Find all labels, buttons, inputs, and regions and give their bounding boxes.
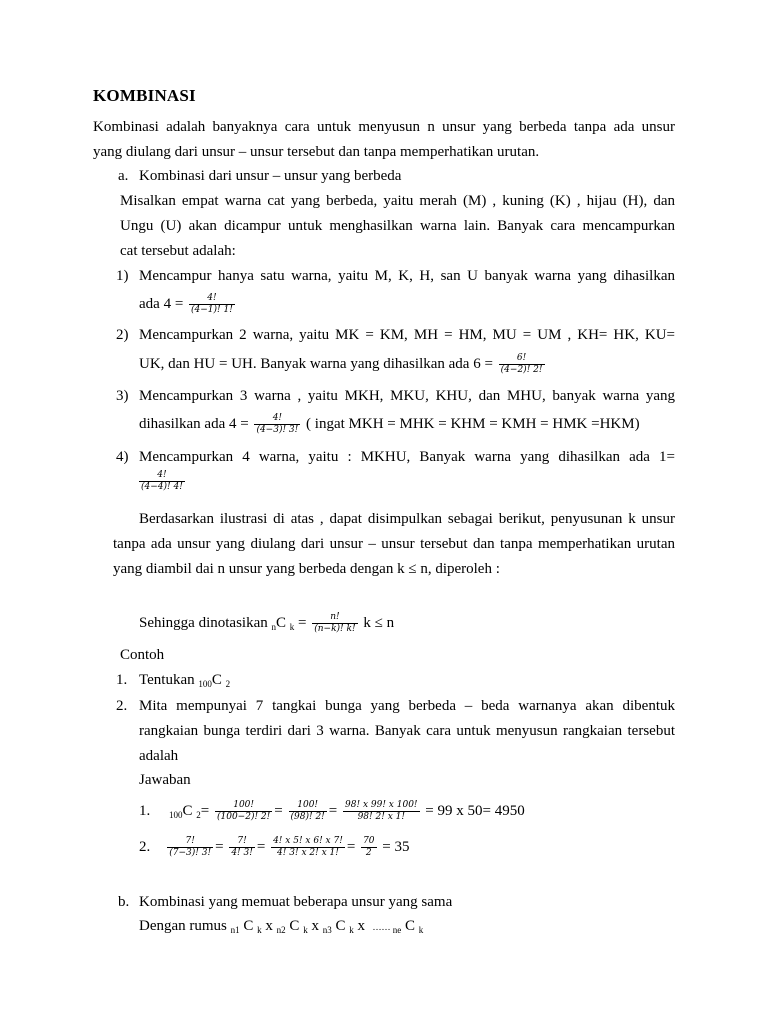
answer-1-f2-denominator: (98)! 2! — [290, 812, 325, 822]
formula-c-2: C — [289, 918, 300, 934]
answer-2: 2. $\frac{7!}{(7-3)! 3!}$ = $\frac{7!}{4! 3!}$ = $\frac{4! x 5! x 6! x 7!}{4! 3! x 2! x 1!}$ = $\frac{70}{2}$ = 35 — [139, 836, 410, 858]
item-3-number: 3) — [116, 388, 129, 404]
answer-2-number: 2. — [139, 838, 151, 855]
formula-c-3: C — [335, 918, 346, 934]
intro-line-1: Kombinasi adalah banyaknya cara untuk menyusun n unsur yang berbeda tanpa ada unsur — [93, 119, 675, 135]
item-3-line-2-text: dihasilkan ada 4 = — [139, 415, 249, 432]
item-1-number: 1) — [116, 268, 129, 284]
item-2-line-1: Mencampurkan 2 warna, yaitu MK = KM, MH = HM, MU = UM , KH= HK, KU= — [139, 327, 675, 343]
example-2-line-1: Mita mempunyai 7 tangkai bunga yang berbeda – beda warnanya akan dibentuk — [139, 698, 675, 714]
section-b-formula — [139, 917, 423, 936]
notation-sub-k: k — [289, 621, 295, 632]
answer-2-f4-numerator: 70 — [363, 836, 375, 846]
formula-sub-n3: n3 — [322, 925, 332, 935]
notation-sub-n: n — [271, 621, 276, 632]
answer-1-sub-100: 100 — [169, 809, 183, 820]
example-1-number: 1. — [116, 672, 128, 688]
section-b-marker: b. — [118, 894, 130, 910]
item-1-fraction — [189, 293, 235, 316]
answer-2-result: = 35 — [382, 838, 410, 855]
notation-condition: k ≤ n — [363, 614, 395, 631]
item-4-fraction — [139, 470, 185, 493]
answer-1-c: C — [182, 802, 193, 819]
formula-sub-k1: k — [257, 925, 262, 935]
item-3-line-1: Mencampurkan 3 warna , yaitu MKH, MKU, KHU, dan MHU, banyak warna yang — [139, 388, 675, 404]
example-2-number: 2. — [116, 698, 128, 714]
answer-2-fraction-4 — [361, 836, 376, 859]
answer-1-f2-numerator: 100! — [297, 800, 319, 810]
answer-1-fraction-2 — [289, 800, 327, 823]
section-a-para-2: Ungu (U) akan dicampur untuk menghasilkan warna lain. Banyak cara mencampurkan — [120, 218, 675, 234]
conclusion-line-3: yang diambil dai n unsur yang berbeda dengan k ≤ n, diperoleh : — [113, 561, 500, 577]
answer-1-eq: = — [200, 802, 210, 819]
notation-frac-numerator: n! — [330, 612, 340, 622]
answer-1: 1. $_{100}$C $_2$= $\frac{100!}{(100-2)! 2!}$ = $\frac{100!}{(98)! 2!}$ = $\frac{98! x 99! x 100!}{98! 2! x 1!}$ = 99 x 50= 4950 — [139, 800, 525, 822]
answer-1-f3-denominator: 98! 2! x 1! — [343, 811, 420, 823]
formula-sub-ne: ne — [392, 925, 402, 935]
formula-c-1: C — [243, 918, 254, 934]
formula-sub-n2: n2 — [276, 925, 286, 935]
item-3-frac-denominator: (4−3)! 3! — [256, 425, 299, 435]
answer-2-f1-denominator: (7−3)! 3! — [169, 848, 212, 858]
example-1-sub-2: 2 — [225, 679, 231, 689]
example-1-label: Tentukan — [139, 672, 195, 688]
item-1-line-2 — [139, 293, 237, 316]
section-a-para-1: Misalkan empat warna cat yang berbeda, yaitu merah (M) , kuning (K) , hijau (H), dan — [120, 193, 675, 209]
item-2-line-2-text: UK, dan HU = UH. Banyak warna yang dihasilkan ada 6 = — [139, 355, 493, 372]
answer-1-sub-2: 2 — [196, 809, 201, 820]
item-2-fraction — [499, 353, 545, 376]
item-4-line-1: Mencampurkan 4 warna, yaitu : MKHU, Banyak warna yang dihasilkan ada 1= — [139, 449, 675, 465]
conclusion-line-2: tanpa ada unsur yang diulang dari unsur – unsur tersebut dan tanpa memperhatikan urutan — [113, 536, 675, 552]
answer-2-fraction-1 — [167, 836, 213, 859]
formula-x-2: x — [311, 918, 319, 934]
item-4-frac-numerator: 4! — [157, 470, 167, 480]
item-4-line-2 — [137, 470, 187, 493]
notation-c: C — [275, 614, 286, 631]
item-3-line-2-after: ( ingat MKH = MHK = KHM = KMH = HMK =HKM) — [306, 415, 640, 432]
notation-frac-denominator: (n−k)! k! — [314, 624, 356, 634]
formula-x-1: x — [265, 918, 273, 934]
item-3-frac-numerator: 4! — [272, 413, 283, 423]
answer-1-f1-denominator: (100−2)! 2! — [216, 812, 271, 822]
answer-1-f3-numerator: 98! x 99! x 100! — [345, 800, 418, 810]
item-2-frac-numerator: 6! — [516, 353, 527, 363]
section-a-heading: Kombinasi dari unsur – unsur yang berbeda — [139, 168, 402, 184]
formula-sub-k3: k — [349, 925, 354, 935]
answer-2-fraction-3 — [271, 836, 345, 859]
example-1-sub-100: 100 — [198, 679, 212, 689]
example-2-line-2: rangkaian bunga terdiri dari 3 warna. Banyak cara untuk menyusun rangkaian tersebut — [139, 723, 675, 739]
item-2-line-2 — [139, 353, 547, 376]
jawaban-label: Jawaban — [139, 772, 191, 788]
item-1-frac-numerator: 4! — [207, 293, 217, 303]
answer-2-f4-denominator: 2 — [361, 847, 376, 859]
item-3-line-2 — [139, 413, 640, 436]
formula-sub-k2: k — [303, 925, 308, 935]
conclusion-line-1: Berdasarkan ilustrasi di atas , dapat disimpulkan sebagai berikut, penyusunan k unsur — [139, 511, 675, 527]
item-1-line-1: Mencampur hanya satu warna, yaitu M, K, H, san U banyak warna yang dihasilkan — [139, 268, 675, 284]
item-3-fraction — [254, 413, 300, 436]
answer-1-fraction-1 — [215, 800, 272, 823]
answer-2-fraction-2 — [229, 836, 255, 859]
item-2-frac-denominator: (4−2)! 2! — [500, 365, 543, 375]
item-4-number: 4) — [116, 449, 129, 465]
intro-line-2: yang diulang dari unsur – unsur tersebut dan tanpa memperhatikan urutan. — [93, 144, 540, 160]
answer-1-number: 1. — [139, 802, 151, 819]
example-2-line-3: adalah — [139, 748, 179, 764]
contoh-label: Contoh — [120, 647, 165, 663]
formula-dots: …… — [372, 922, 393, 932]
notation-line — [139, 612, 394, 635]
answer-1-fraction-3 — [343, 800, 420, 823]
item-2-number: 2) — [116, 327, 129, 343]
notation-text: Sehingga dinotasikan — [139, 614, 268, 631]
answer-1-f1-numerator: 100! — [233, 800, 255, 810]
formula-sub-n1: n1 — [230, 925, 240, 935]
formula-sub-k4: k — [418, 925, 424, 935]
example-1-c: C — [211, 672, 222, 688]
item-1-line-2-text: ada 4 = — [139, 295, 184, 312]
formula-c-4: C — [404, 918, 415, 934]
formula-text: Dengan rumus — [139, 918, 227, 934]
section-a-marker: a. — [118, 168, 129, 184]
notation-fraction — [312, 612, 357, 635]
answer-1-result: = 99 x 50= 4950 — [425, 802, 525, 819]
answer-2-f1-numerator: 7! — [185, 836, 195, 846]
section-b-heading: Kombinasi yang memuat beberapa unsur yang sama — [139, 894, 453, 910]
item-1-frac-denominator: (4−1)! 1! — [191, 305, 233, 315]
answer-2-f3-denominator: 4! 3! x 2! x 1! — [271, 847, 345, 859]
formula-x-3: x — [357, 918, 365, 934]
notation-eq: = — [298, 614, 307, 631]
example-1-text — [139, 671, 230, 690]
answer-2-f2-numerator: 7! — [237, 836, 247, 846]
answer-2-f3-numerator: 4! x 5! x 6! x 7! — [273, 836, 343, 846]
page-title: KOMBINASI — [93, 86, 196, 105]
answer-2-f2-denominator: 4! 3! — [231, 848, 253, 858]
item-4-frac-denominator: (4−4)! 4! — [141, 482, 183, 492]
section-a-para-3: cat tersebut adalah: — [120, 243, 236, 259]
